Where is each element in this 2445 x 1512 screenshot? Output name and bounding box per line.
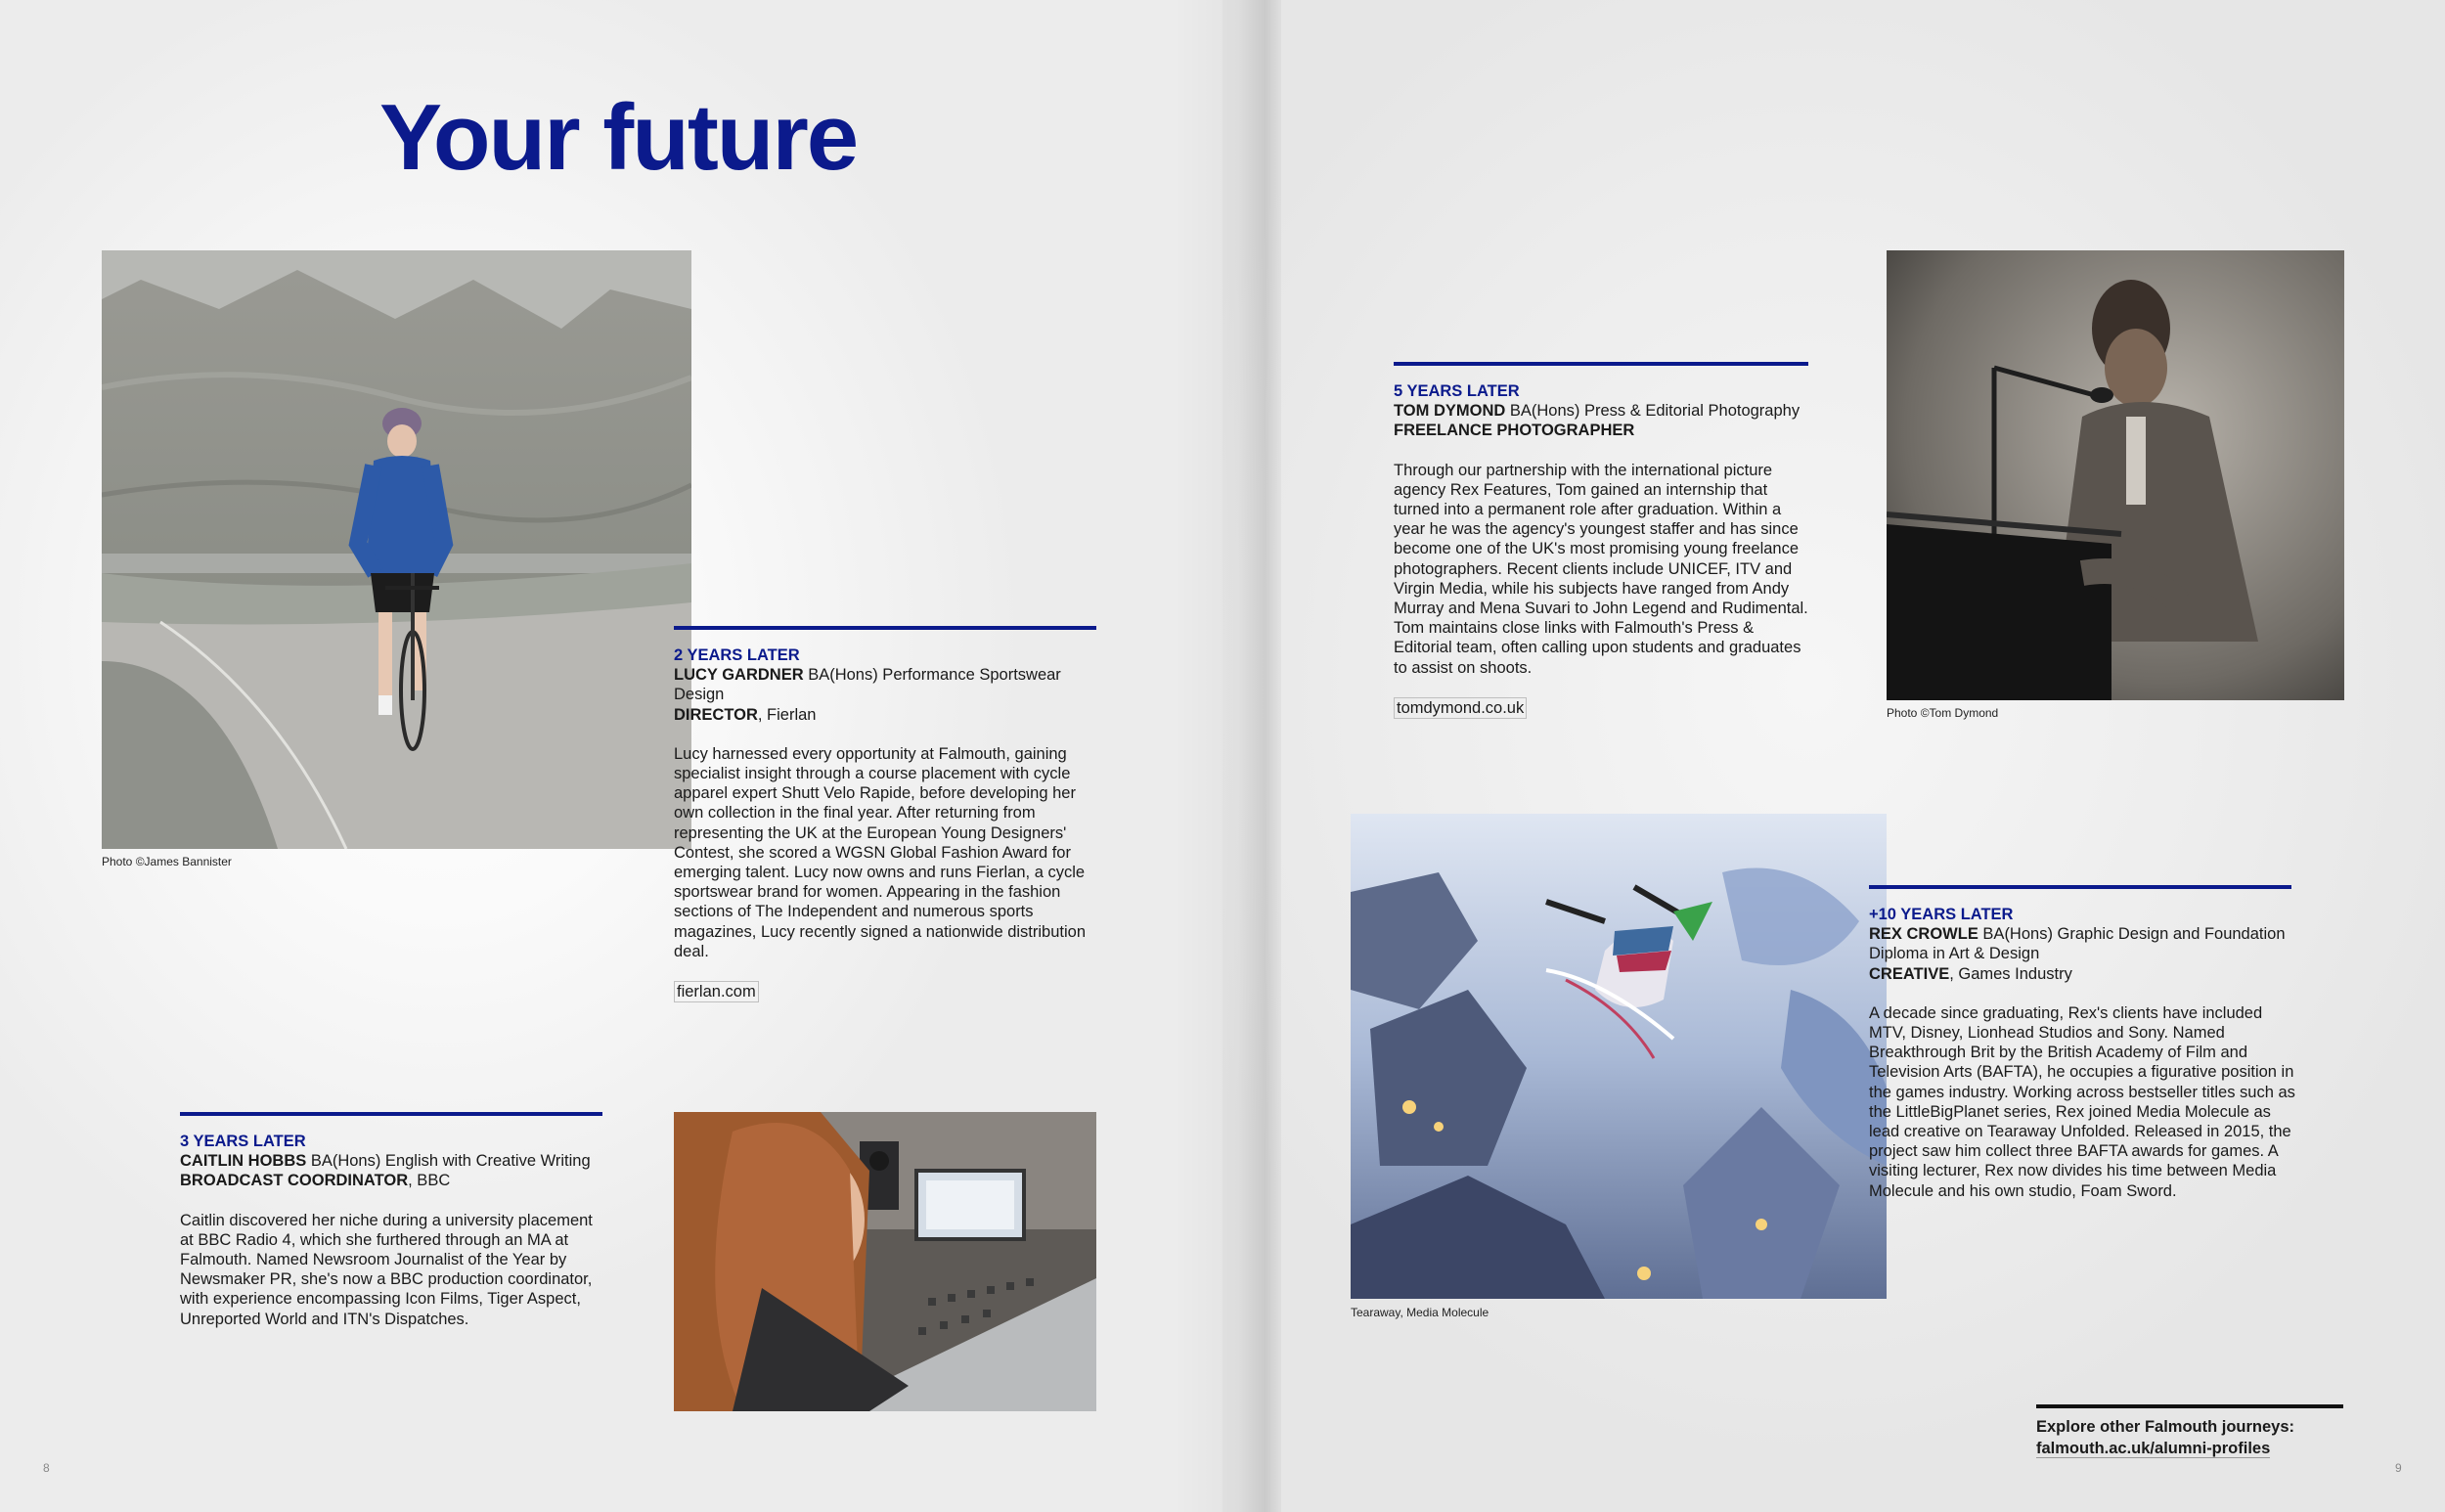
- caitlin-body: Caitlin discovered her niche during a university placement at BBC Radio 4, which she furthered through an MA at Falmouth. Named Newsroom Journalist of the Year by Newsmaker PR, she's now a BBC production coordinator, with experience encompassing Icon Films, Tiger Aspect, Unreported World and ITN's Dispatches.: [180, 1211, 593, 1328]
- profile-tom: [1394, 381, 1814, 719]
- caitlin-role-line: [180, 1171, 610, 1190]
- rex-employer: , Games Industry: [1949, 964, 2072, 983]
- caitlin-role: BROADCAST COORDINATOR: [180, 1172, 409, 1190]
- lucy-role: DIRECTOR: [674, 705, 758, 724]
- profile-caitlin: [180, 1132, 610, 1329]
- rex-course: BA(Hons) Graphic Design and Foundation Diploma in Art & Design: [1869, 925, 2286, 963]
- tom-years: 5 YEARS LATER: [1394, 382, 1520, 400]
- alumni-profiles-link[interactable]: falmouth.ac.uk/alumni-profiles: [2036, 1440, 2271, 1457]
- caitlin-divider: [180, 1112, 602, 1116]
- tom-link[interactable]: tomdymond.co.uk: [1394, 697, 1527, 719]
- rex-heading: [1869, 924, 2299, 963]
- lucy-years: 2 YEARS LATER: [674, 646, 800, 664]
- lucy-link[interactable]: fierlan.com: [674, 981, 759, 1002]
- rex-divider: [1869, 885, 2291, 889]
- lucy-body: Lucy harnessed every opportunity at Falmouth, gaining specialist insight through a course placement with cycle apparel expert Shutt Velo Rapide, before developing her own collection in the final year. After returning from representing the UK at the European Young Designers' Contest, she scored a WGSN Global Fashion Award for emerging talent. Lucy now owns and runs Fierlan, a cycle sportswear brand for women. Appearing in the fashion sections of The Independent and numerous sports magazines, Lucy recently signed a nationwide distribution deal.: [674, 744, 1086, 960]
- page-number-right: 9: [2395, 1461, 2402, 1475]
- tom-role: FREELANCE PHOTOGRAPHER: [1394, 422, 1635, 440]
- alumni-cta-label: Explore other Falmouth journeys:: [2036, 1418, 2295, 1436]
- profile-lucy: [674, 645, 1104, 1002]
- caitlin-course: BA(Hons) English with Creative Writing: [306, 1152, 591, 1171]
- caitlin-heading: [180, 1151, 610, 1171]
- cyclist-photo: [102, 250, 691, 849]
- caitlin-years: 3 YEARS LATER: [180, 1133, 306, 1150]
- caitlin-employer: , BBC: [408, 1172, 451, 1190]
- tom-divider: [1394, 362, 1808, 366]
- page-gutter-shadow: [1174, 0, 1281, 1512]
- cyclist-photo-caption: Photo ©James Bannister: [102, 855, 232, 868]
- rex-role-line: [1869, 964, 2299, 984]
- rex-body: A decade since graduating, Rex's clients have included MTV, Disney, Lionhead Studios and Sony. Named Breakthrough Brit by the British Academy of Film and Television Arts (BAFTA), he occupies a figurative position in the games industry. Working across bestseller titles such as the LittleBigPlanet series, Rex joined Media Molecule as lead creative on Tearaway Unfolded. Released in 2015, the project saw him collect three BAFTA awards for games. A visiting lecturer, Rex now divides his time between Media Molecule and his own studio, Foam Sword.: [1869, 1003, 2295, 1200]
- rex-name: REX CROWLE: [1869, 925, 1978, 944]
- profile-rex: [1869, 905, 2299, 1201]
- tom-course: BA(Hons) Press & Editorial Photography: [1505, 402, 1800, 421]
- caitlin-name: CAITLIN HOBBS: [180, 1152, 307, 1171]
- lucy-course: BA(Hons) Performance Sportswear Design: [674, 666, 1061, 704]
- page-number-left: 8: [43, 1461, 50, 1475]
- pianist-photo-caption: Photo ©Tom Dymond: [1887, 706, 1999, 720]
- page-title: Your future: [379, 85, 858, 190]
- rex-role: CREATIVE: [1869, 964, 1950, 983]
- lucy-role-line: [674, 705, 1104, 725]
- lucy-employer: , Fierlan: [757, 705, 817, 724]
- studio-photo: [674, 1112, 1096, 1411]
- game-artwork-caption: Tearaway, Media Molecule: [1351, 1306, 1489, 1319]
- lucy-name: LUCY GARDNER: [674, 666, 804, 685]
- tom-body: Through our partnership with the international picture agency Rex Features, Tom gained an internship that turned into a permanent role after graduation. Within a year he was the agency's youngest staffer and has since become one of the UK's most promising young freelance photographers. Recent clients include UNICEF, ITV and Virgin Media, while his subjects have ranged from Andy Murray and Mena Suvari to John Legend and Rudimental. Tom maintains close links with Falmouth's Press & Editorial team, often calling upon students and graduates to assist on shoots.: [1394, 461, 1808, 677]
- alumni-cta: [2036, 1404, 2343, 1459]
- rex-years: +10 YEARS LATER: [1869, 906, 2014, 923]
- tom-name: TOM DYMOND: [1394, 402, 1506, 421]
- tom-heading: [1394, 401, 1814, 421]
- lucy-heading: [674, 665, 1104, 704]
- pianist-photo: [1887, 250, 2344, 700]
- lucy-divider: [674, 626, 1096, 630]
- game-artwork: [1351, 814, 1887, 1299]
